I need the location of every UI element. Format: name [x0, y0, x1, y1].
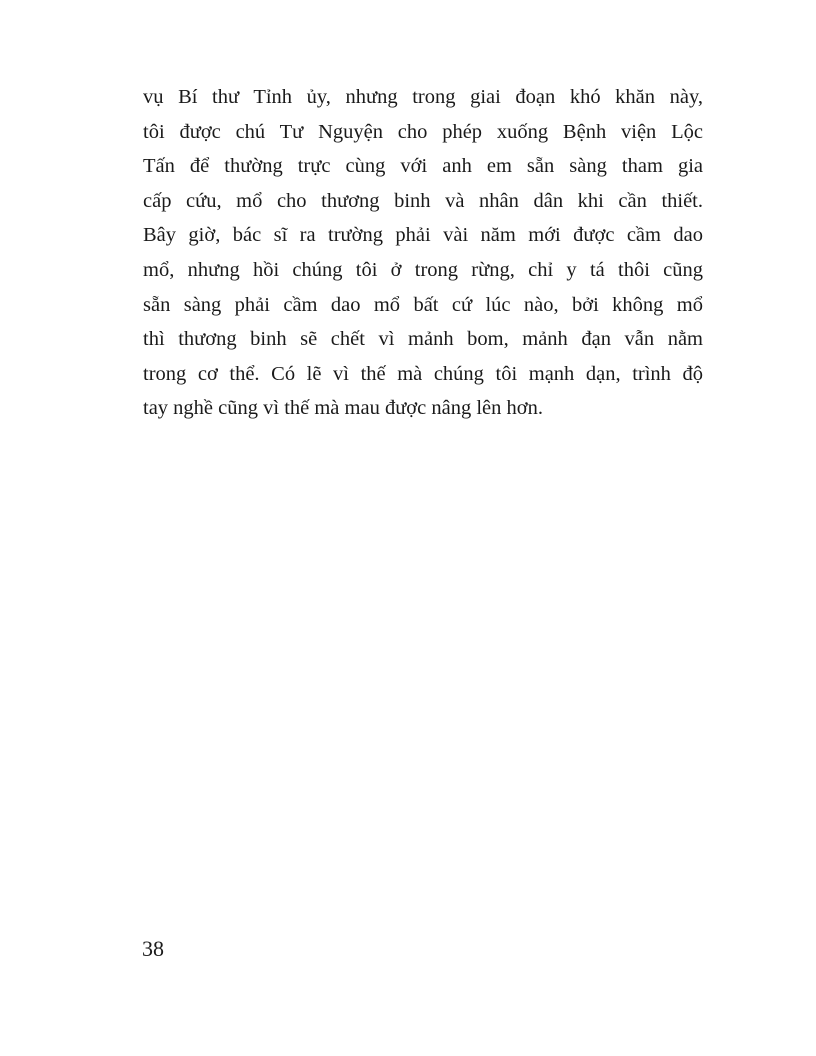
text-line-3: Tấn để thường trực cùng với anh em sẵn sàng tham gia	[143, 155, 703, 178]
text-line-8: thì thương binh sẽ chết vì mảnh bom, mảnh đạn vẫn nằm	[143, 328, 703, 351]
text-line-5: Bây giờ, bác sĩ ra trường phải vài năm mới được cầm dao	[143, 224, 703, 247]
text-line-4: cấp cứu, mổ cho thương binh và nhân dân khi cần thiết.	[143, 189, 703, 212]
text-line-9: trong cơ thể. Có lẽ vì thế mà chúng tôi mạnh dạn, trình độ	[143, 362, 703, 385]
page-number: 38	[142, 936, 164, 961]
body-paragraph	[143, 80, 703, 426]
text-line-7: sẵn sàng phải cầm dao mổ bất cứ lúc nào, bởi không mổ	[143, 293, 703, 316]
text-line-10: tay nghề cũng vì thế mà mau được nâng lên hơn.	[143, 397, 543, 420]
text-line-6: mổ, nhưng hồi chúng tôi ở trong rừng, chỉ y tá thôi cũng	[143, 258, 703, 281]
text-line-1: vụ Bí thư Tỉnh ủy, nhưng trong giai đoạn khó khăn này,	[143, 86, 703, 108]
text-line-2: tôi được chú Tư Nguyện cho phép xuống Bệnh viện Lộc	[143, 120, 703, 143]
